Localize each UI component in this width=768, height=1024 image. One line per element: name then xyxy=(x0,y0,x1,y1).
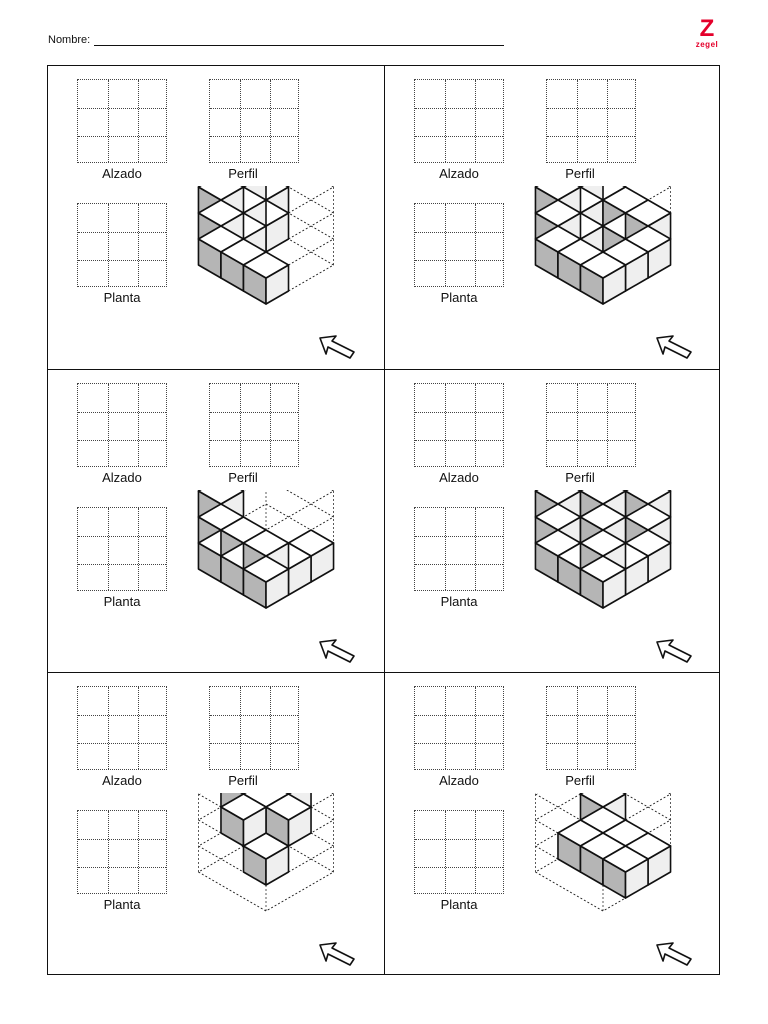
exercise-sheet xyxy=(47,65,720,975)
perfil-grid[interactable] xyxy=(209,79,299,163)
logo-text: zegel xyxy=(695,40,719,49)
zegel-logo-icon xyxy=(690,16,724,40)
exercise-3 xyxy=(48,369,384,672)
planta-grid[interactable] xyxy=(77,507,167,591)
logo-mark: Z xyxy=(699,16,715,40)
perfil-grid[interactable] xyxy=(546,383,636,467)
alzado-grid[interactable] xyxy=(414,383,504,467)
planta-grid[interactable] xyxy=(77,203,167,287)
exercise-6 xyxy=(384,672,720,975)
alzado-grid[interactable] xyxy=(77,686,167,770)
exercise-4 xyxy=(384,369,720,672)
name-label: Nombre: xyxy=(48,34,91,46)
name-field[interactable] xyxy=(94,35,504,46)
view-direction-arrow-icon xyxy=(318,334,358,360)
alzado-label: Alzado xyxy=(102,470,142,485)
planta-grid[interactable] xyxy=(414,810,504,894)
alzado-grid[interactable] xyxy=(77,79,167,163)
planta-label: Planta xyxy=(103,594,141,609)
alzado-label: Alzado xyxy=(102,773,142,788)
perfil-label: Perfil xyxy=(565,773,595,788)
perfil-label: Perfil xyxy=(565,470,595,485)
perfil-label: Perfil xyxy=(565,166,595,181)
planta-label: Planta xyxy=(103,897,141,912)
view-direction-arrow-icon xyxy=(318,638,358,664)
alzado-label: Alzado xyxy=(439,166,479,181)
view-direction-arrow-icon xyxy=(655,334,695,360)
planta-label: Planta xyxy=(103,290,141,305)
exercise-2 xyxy=(384,66,720,369)
alzado-label: Alzado xyxy=(439,470,479,485)
planta-label: Planta xyxy=(440,897,478,912)
alzado-grid[interactable] xyxy=(414,79,504,163)
planta-label: Planta xyxy=(440,290,478,305)
perfil-grid[interactable] xyxy=(546,79,636,163)
planta-grid[interactable] xyxy=(414,507,504,591)
exercise-5 xyxy=(48,672,384,975)
perfil-label: Perfil xyxy=(228,773,258,788)
logo xyxy=(690,16,724,50)
perfil-grid[interactable] xyxy=(546,686,636,770)
view-direction-arrow-icon xyxy=(655,941,695,967)
planta-grid[interactable] xyxy=(77,810,167,894)
alzado-label: Alzado xyxy=(439,773,479,788)
view-direction-arrow-icon xyxy=(318,941,358,967)
planta-grid[interactable] xyxy=(414,203,504,287)
planta-label: Planta xyxy=(440,594,478,609)
alzado-label: Alzado xyxy=(102,166,142,181)
alzado-grid[interactable] xyxy=(77,383,167,467)
exercise-1 xyxy=(48,66,384,369)
alzado-grid[interactable] xyxy=(414,686,504,770)
perfil-grid[interactable] xyxy=(209,383,299,467)
perfil-label: Perfil xyxy=(228,470,258,485)
view-direction-arrow-icon xyxy=(655,638,695,664)
name-row xyxy=(48,34,504,46)
perfil-grid[interactable] xyxy=(209,686,299,770)
perfil-label: Perfil xyxy=(228,166,258,181)
